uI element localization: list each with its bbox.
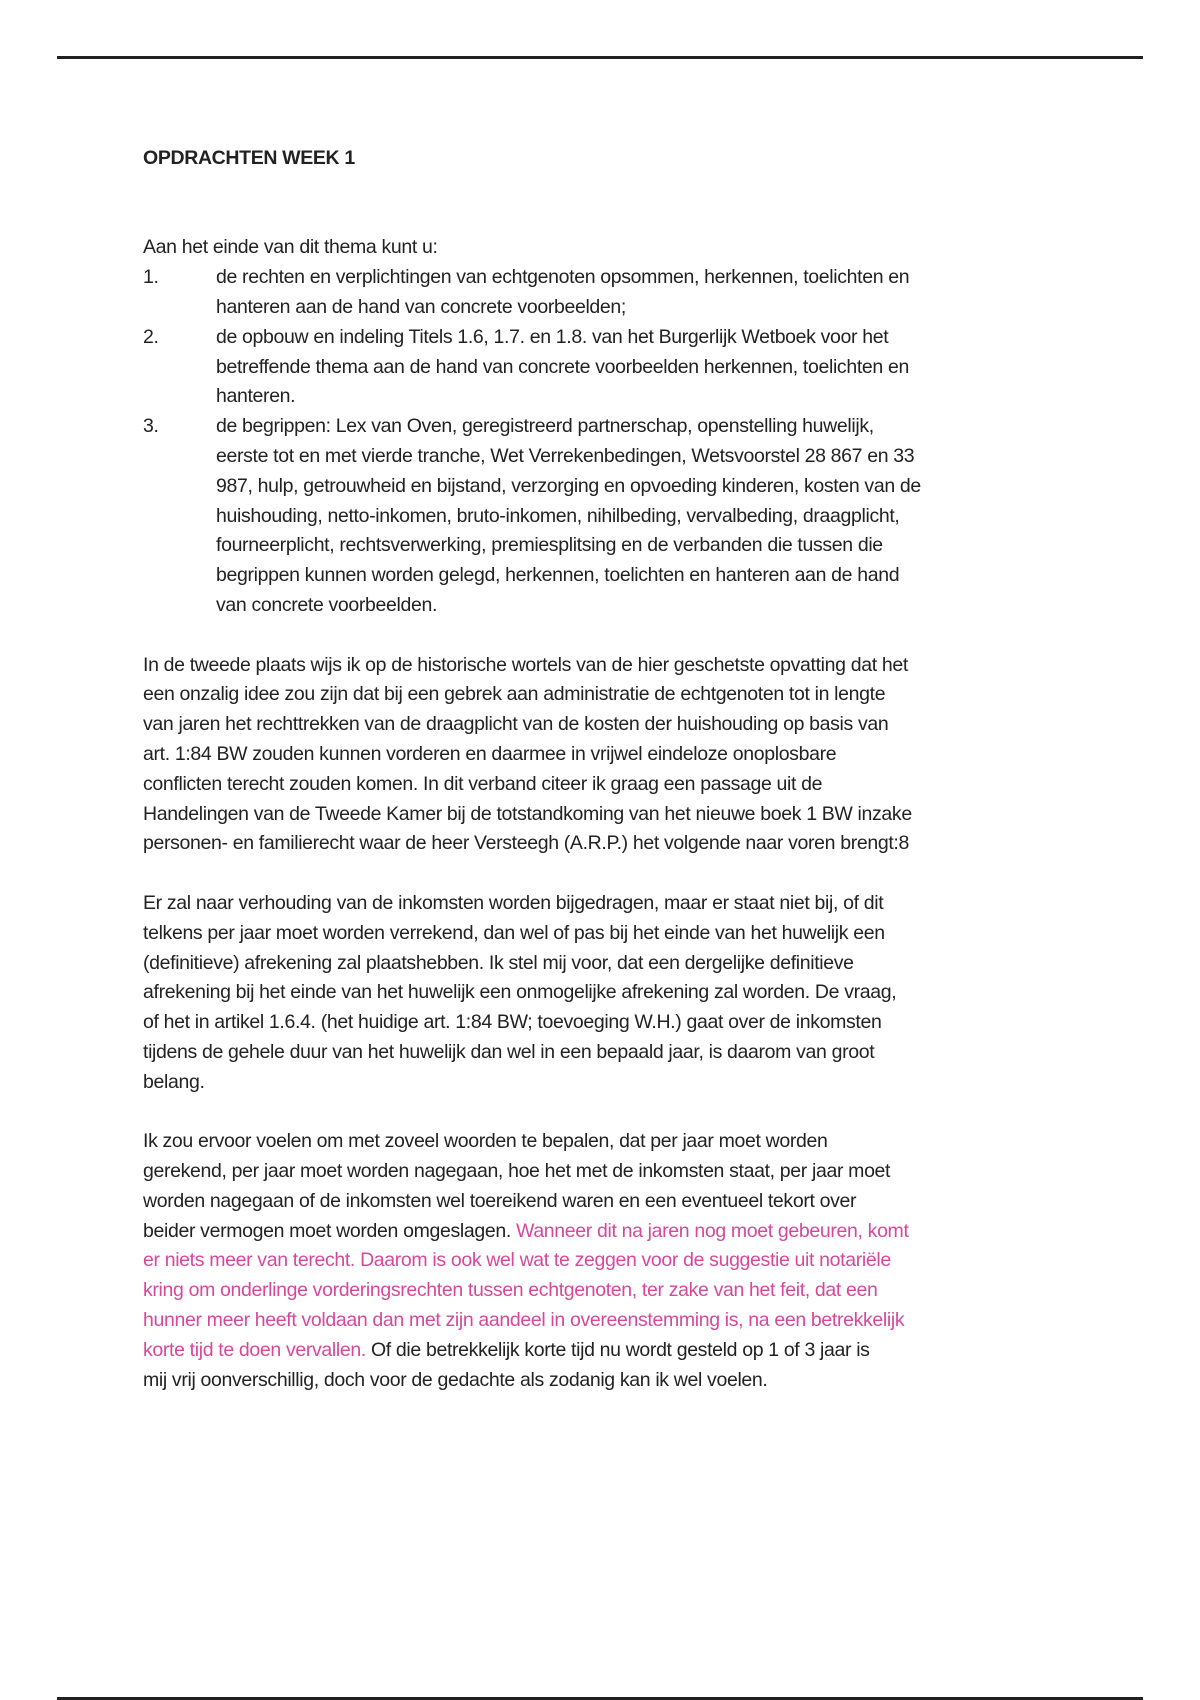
highlighted-text: Wanneer dit na jaren nog moet gebeuren, komt [515,1219,909,1242]
text-line: gerekend, per jaar moet worden nagegaan, hoe het met de inkomsten staat, per jaar moet [143,1160,891,1183]
text-line: fourneerplicht, rechtsverwerking, premiesplitsing en de verbanden die tussen die [216,534,883,557]
paragraph-4 [143,1127,1083,1395]
text-line [143,1217,1083,1247]
paragraph-2 [143,651,1083,860]
page-title: OPDRACHTEN WEEK 1 [143,147,355,169]
text-line: (definitieve) afrekening zal plaatshebben. Ik stel mij voor, dat een dergelijke definitieve [143,951,854,974]
list-item-text [216,263,1083,323]
header-rule [57,56,1143,59]
text-line: van concrete voorbeelden. [216,593,438,616]
quote-paragraph [143,889,1083,1098]
list-number: 2. [143,325,159,348]
text-line: conflicten terecht zouden komen. In dit verband citeer ik graag een passage uit de [143,772,823,795]
list-number: 1. [143,266,159,289]
text-line: worden nagegaan of de inkomsten wel toereikend waren en een eventueel tekort over [143,1189,857,1212]
list-item [143,263,1083,323]
text-line: van jaren het rechttrekken van de draagplicht van de kosten der huishouding op basis van [143,713,889,736]
document-body [143,144,1083,1395]
highlighted-text: korte tijd te doen vervallen. [143,1338,366,1361]
highlighted-text: kring om onderlinge vorderingsrechten tussen echtgenoten, ter zake van het feit, dat een [143,1279,878,1302]
list-item [143,323,1083,412]
text-line: begrippen kunnen worden gelegd, herkennen, toelichten en hanteren aan de hand [216,564,900,587]
text-line: personen- en familierecht waar de heer Versteegh (A.R.P.) het volgende naar voren brengt:8 [143,832,909,855]
text-line: telkens per jaar moet worden verrekend, dan wel of pas bij het einde van het huwelijk een [143,921,885,944]
text-line: 987, hulp, getrouwheid en bijstand, verzorging en opvoeding kinderen, kosten van de [216,474,921,497]
text-line: In de tweede plaats wijs ik op de historische wortels van de hier geschetste opvatting dat het [143,653,908,676]
text-line: of het in artikel 1.6.4. (het huidige art. 1:84 BW; toevoeging W.H.) gaat over de inkomsten [143,1011,882,1034]
text-span: beider vermogen moet worden omgeslagen. [143,1219,516,1242]
list-item [143,412,1083,621]
text-line: belang. [143,1070,205,1093]
text-line: hanteren. [216,385,296,408]
text-line: Er zal naar verhouding van de inkomsten worden bijgedragen, maar er staat niet bij, of dit [143,891,884,914]
text-line: hanteren aan de hand van concrete voorbeelden; [216,295,626,318]
objectives-list [143,263,1083,621]
text-line [143,1336,1083,1366]
text-line: de rechten en verplichtingen van echtgenoten opsommen, herkennen, toelichten en [216,266,910,289]
highlighted-text: er niets meer van terecht. Daarom is ook wel wat te zeggen voor de suggestie uit notariële [143,1249,891,1272]
text-line: eerste tot en met vierde tranche, Wet Verrekenbedingen, Wetsvoorstel 28 867 en 33 [216,444,915,467]
text-line: art. 1:84 BW zouden kunnen vorderen en daarmee in vrijwel eindeloze onoplosbare [143,742,837,765]
text-line: betreffende thema aan de hand van concrete voorbeelden herkennen, toelichten en [216,355,909,378]
text-line: een onzalig idee zou zijn dat bij een gebrek aan administratie de echtgenoten tot in lengte [143,683,886,706]
text-line: de opbouw en indeling Titels 1.6, 1.7. en 1.8. van het Burgerlijk Wetboek voor het [216,325,889,348]
list-item-text [216,323,1083,412]
text-span: Of die betrekkelijk korte tijd nu wordt gesteld op 1 of 3 jaar is [365,1338,870,1361]
text-line: de begrippen: Lex van Oven, geregistreerd partnerschap, openstelling huwelijk, [216,415,874,438]
text-line: Handelingen van de Tweede Kamer bij de totstandkoming van het nieuwe boek 1 BW inzake [143,802,912,825]
highlighted-text: hunner meer heeft voldaan dan met zijn aandeel in overeenstemming is, na een betrekkelijk [143,1309,905,1332]
text-line: mij vrij oonverschillig, doch voor de gedachte als zodanig kan ik wel voelen. [143,1368,768,1391]
list-number: 3. [143,415,159,438]
text-line: Ik zou ervoor voelen om met zoveel woorden te bepalen, dat per jaar moet worden [143,1130,828,1153]
text-line: afrekening bij het einde van het huwelijk een onmogelijke afrekening zal worden. De vraag, [143,981,897,1004]
text-line: tijdens de gehele duur van het huwelijk dan wel in een bepaald jaar, is daarom van groot [143,1040,875,1063]
text-line: huishouding, netto-inkomen, bruto-inkomen, nihilbeding, vervalbeding, draagplicht, [216,504,900,527]
intro-text: Aan het einde van dit thema kunt u: [143,236,438,259]
list-item-text [216,412,1083,621]
